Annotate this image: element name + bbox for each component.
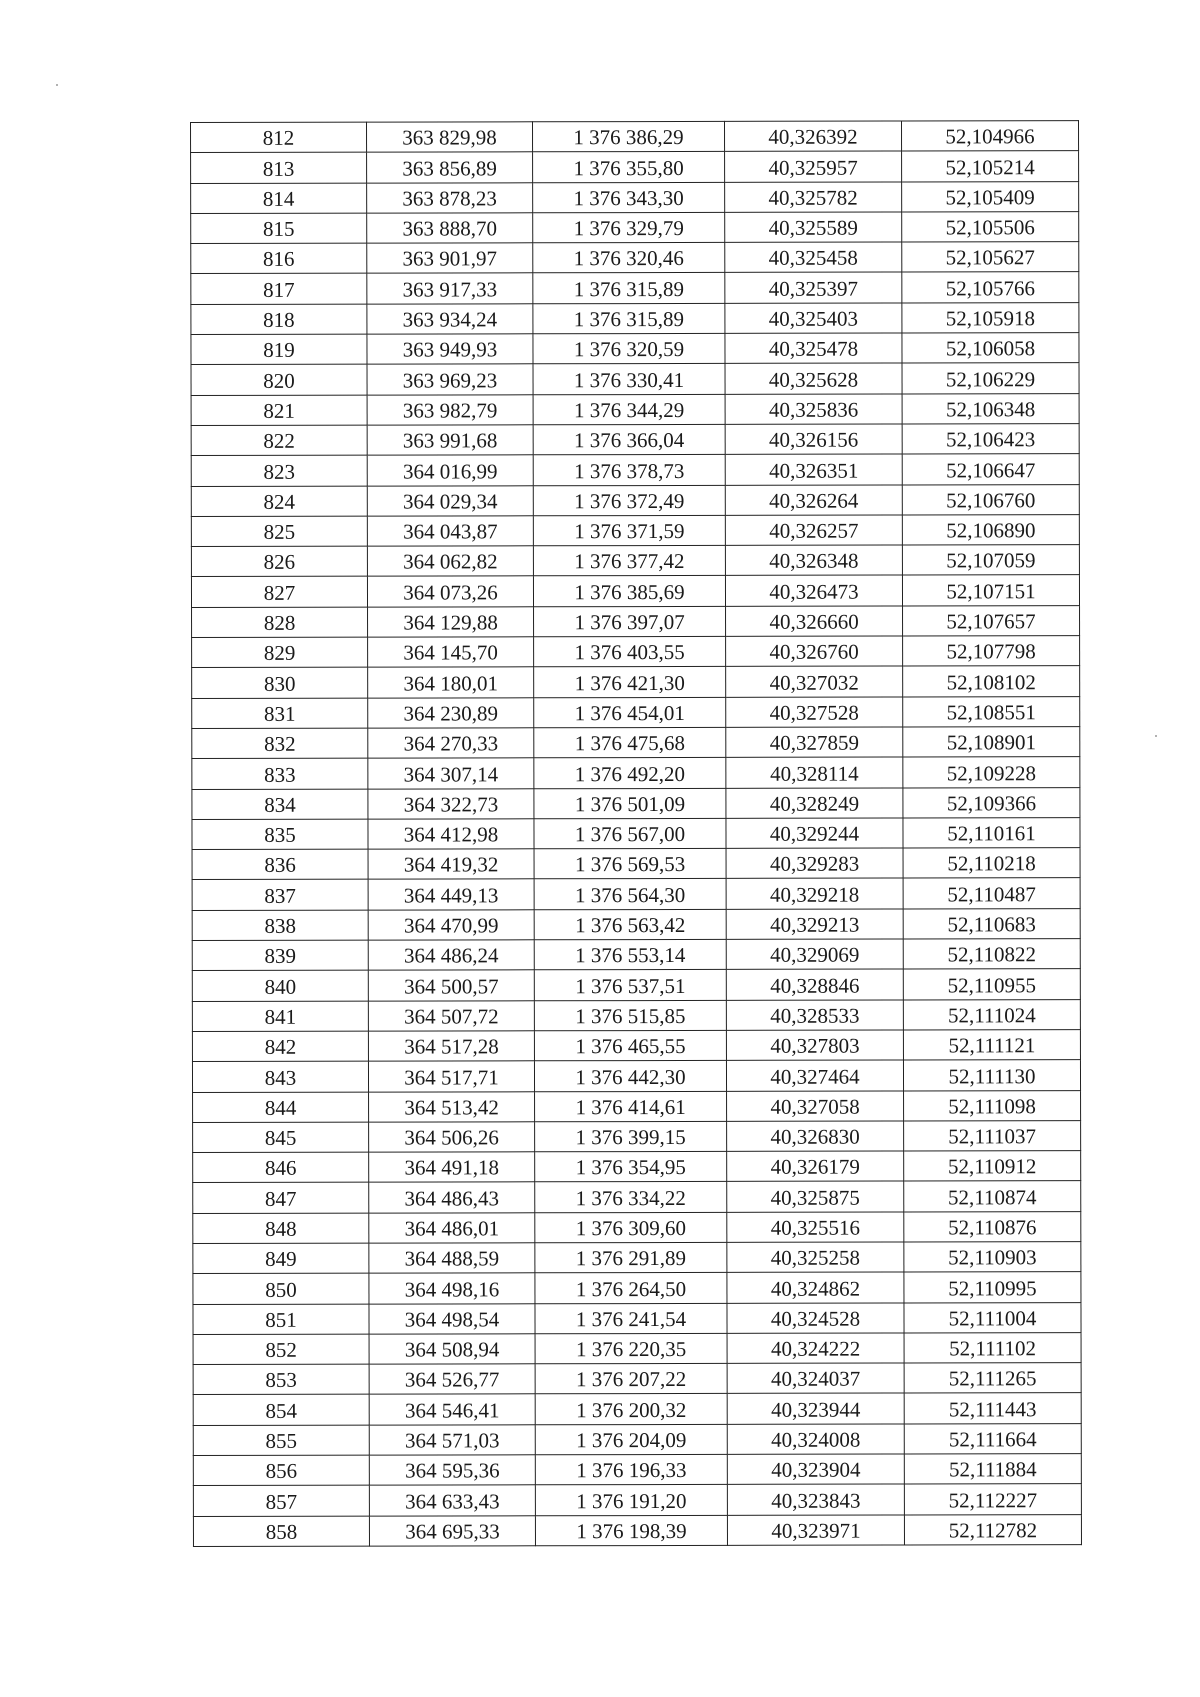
latitude-cell: 40,323843 — [727, 1484, 904, 1515]
point-number-cell: 851 — [193, 1304, 369, 1335]
table-row — [192, 817, 1080, 849]
table-row — [191, 454, 1079, 486]
x-coordinate-cell: 363 856,89 — [367, 152, 533, 183]
y-coordinate-cell: 1 376 220,35 — [535, 1333, 727, 1364]
table-row — [192, 757, 1080, 789]
table-row — [193, 1120, 1081, 1152]
point-number-cell: 819 — [191, 334, 367, 365]
table-row — [193, 1363, 1081, 1395]
y-coordinate-cell: 1 376 264,50 — [535, 1273, 727, 1304]
latitude-cell: 40,329213 — [726, 909, 903, 940]
latitude-cell: 40,327803 — [726, 1030, 903, 1061]
longitude-cell: 52,106229 — [902, 363, 1079, 394]
latitude-cell: 40,326257 — [725, 515, 902, 546]
x-coordinate-cell: 364 322,73 — [368, 788, 534, 819]
table-row — [192, 878, 1080, 910]
point-number-cell: 830 — [192, 667, 368, 698]
longitude-cell: 52,108551 — [903, 696, 1080, 727]
x-coordinate-cell: 364 507,72 — [368, 1000, 534, 1031]
y-coordinate-cell: 1 376 537,51 — [534, 970, 726, 1001]
latitude-cell: 40,326660 — [726, 606, 903, 637]
y-coordinate-cell: 1 376 492,20 — [534, 758, 726, 789]
longitude-cell: 52,110683 — [903, 908, 1080, 939]
table-row — [191, 393, 1079, 425]
x-coordinate-cell: 363 901,97 — [367, 243, 533, 274]
longitude-cell: 52,108102 — [903, 666, 1080, 697]
x-coordinate-cell: 363 878,23 — [367, 182, 533, 213]
y-coordinate-cell: 1 376 465,55 — [534, 1030, 726, 1061]
point-number-cell: 831 — [192, 698, 368, 729]
y-coordinate-cell: 1 376 385,69 — [533, 576, 725, 607]
y-coordinate-cell: 1 376 309,60 — [535, 1212, 727, 1243]
x-coordinate-cell: 363 969,23 — [367, 364, 533, 395]
table-row — [193, 1423, 1081, 1455]
latitude-cell: 40,327859 — [726, 727, 903, 758]
latitude-cell: 40,328846 — [726, 969, 903, 1000]
table-row — [193, 1211, 1081, 1243]
point-number-cell: 838 — [192, 910, 368, 941]
longitude-cell: 52,111037 — [904, 1120, 1081, 1151]
table-row — [191, 333, 1079, 365]
latitude-cell: 40,327058 — [727, 1091, 904, 1122]
latitude-cell: 40,326264 — [725, 485, 902, 516]
latitude-cell: 40,325589 — [725, 212, 902, 243]
longitude-cell: 52,111664 — [904, 1423, 1081, 1454]
table-row — [192, 696, 1080, 728]
y-coordinate-cell: 1 376 320,59 — [533, 333, 725, 364]
table-row — [191, 242, 1079, 274]
point-number-cell: 837 — [192, 880, 368, 911]
y-coordinate-cell: 1 376 191,20 — [535, 1485, 727, 1516]
x-coordinate-cell: 364 517,71 — [368, 1061, 534, 1092]
y-coordinate-cell: 1 376 334,22 — [535, 1182, 727, 1213]
longitude-cell: 52,111130 — [903, 1060, 1080, 1091]
point-number-cell: 857 — [193, 1485, 369, 1516]
longitude-cell: 52,111265 — [904, 1363, 1081, 1394]
y-coordinate-cell: 1 376 315,89 — [533, 273, 725, 304]
longitude-cell: 52,110903 — [904, 1242, 1081, 1273]
x-coordinate-cell: 364 517,28 — [368, 1031, 534, 1062]
point-number-cell: 812 — [191, 122, 367, 153]
latitude-cell: 40,324528 — [727, 1303, 904, 1334]
y-coordinate-cell: 1 376 442,30 — [534, 1061, 726, 1092]
longitude-cell: 52,110218 — [903, 848, 1080, 879]
y-coordinate-cell: 1 376 378,73 — [533, 455, 725, 486]
y-coordinate-cell: 1 376 567,00 — [534, 818, 726, 849]
latitude-cell: 40,329283 — [726, 848, 903, 879]
longitude-cell: 52,106423 — [902, 424, 1079, 455]
point-number-cell: 845 — [193, 1122, 369, 1153]
x-coordinate-cell: 364 180,01 — [368, 667, 534, 698]
table-row — [192, 908, 1080, 940]
longitude-cell: 52,106647 — [902, 454, 1079, 485]
table-row — [192, 787, 1080, 819]
latitude-cell: 40,326830 — [727, 1121, 904, 1152]
y-coordinate-cell: 1 376 386,29 — [533, 121, 725, 152]
point-number-cell: 815 — [191, 213, 367, 244]
table-row — [191, 181, 1079, 213]
point-number-cell: 842 — [192, 1031, 368, 1062]
x-coordinate-cell: 364 486,43 — [369, 1182, 535, 1213]
point-number-cell: 821 — [191, 395, 367, 426]
point-number-cell: 829 — [192, 637, 368, 668]
table-row — [193, 1151, 1081, 1183]
point-number-cell: 855 — [193, 1425, 369, 1456]
x-coordinate-cell: 364 419,32 — [368, 849, 534, 880]
x-coordinate-cell: 364 016,99 — [367, 455, 533, 486]
y-coordinate-cell: 1 376 196,33 — [535, 1454, 727, 1485]
y-coordinate-cell: 1 376 454,01 — [534, 697, 726, 728]
point-number-cell: 818 — [191, 304, 367, 335]
x-coordinate-cell: 364 498,54 — [369, 1303, 535, 1334]
table-row — [192, 666, 1080, 698]
y-coordinate-cell: 1 376 403,55 — [534, 636, 726, 667]
y-coordinate-cell: 1 376 372,49 — [533, 485, 725, 516]
table-row — [191, 514, 1079, 546]
longitude-cell: 52,110161 — [903, 817, 1080, 848]
latitude-cell: 40,326392 — [724, 121, 901, 152]
y-coordinate-cell: 1 376 355,80 — [533, 152, 725, 183]
longitude-cell: 52,111443 — [904, 1393, 1081, 1424]
y-coordinate-cell: 1 376 421,30 — [534, 667, 726, 698]
table-row — [193, 1454, 1081, 1486]
table-row — [192, 848, 1080, 880]
longitude-cell: 52,105506 — [902, 212, 1079, 243]
longitude-cell: 52,106348 — [902, 393, 1079, 424]
latitude-cell: 40,325258 — [727, 1242, 904, 1273]
table-row — [193, 1393, 1081, 1425]
longitude-cell: 52,106760 — [902, 484, 1079, 515]
point-number-cell: 828 — [192, 607, 368, 638]
x-coordinate-cell: 364 508,94 — [369, 1334, 535, 1365]
y-coordinate-cell: 1 376 564,30 — [534, 879, 726, 910]
latitude-cell: 40,326348 — [725, 545, 902, 576]
longitude-cell: 52,111004 — [904, 1302, 1081, 1333]
latitude-cell: 40,326351 — [725, 454, 902, 485]
longitude-cell: 52,104966 — [901, 121, 1078, 152]
longitude-cell: 52,110955 — [903, 969, 1080, 1000]
latitude-cell: 40,326179 — [727, 1151, 904, 1182]
longitude-cell: 52,107657 — [903, 605, 1080, 636]
x-coordinate-cell: 364 491,18 — [369, 1152, 535, 1183]
point-number-cell: 853 — [193, 1364, 369, 1395]
x-coordinate-cell: 364 633,43 — [369, 1485, 535, 1516]
point-number-cell: 824 — [191, 486, 367, 517]
table-row — [192, 636, 1080, 668]
longitude-cell: 52,110874 — [904, 1181, 1081, 1212]
point-number-cell: 827 — [191, 577, 367, 608]
x-coordinate-cell: 364 230,89 — [368, 697, 534, 728]
latitude-cell: 40,329244 — [726, 818, 903, 849]
point-number-cell: 822 — [191, 425, 367, 456]
latitude-cell: 40,327464 — [726, 1060, 903, 1091]
longitude-cell: 52,105214 — [902, 151, 1079, 182]
x-coordinate-cell: 364 498,16 — [369, 1273, 535, 1304]
longitude-cell: 52,110995 — [904, 1272, 1081, 1303]
longitude-cell: 52,109228 — [903, 757, 1080, 788]
y-coordinate-cell: 1 376 366,04 — [533, 424, 725, 455]
x-coordinate-cell: 363 949,93 — [367, 334, 533, 365]
table-row — [193, 1090, 1081, 1122]
latitude-cell: 40,325516 — [727, 1212, 904, 1243]
table-row — [192, 999, 1080, 1031]
point-number-cell: 858 — [193, 1516, 369, 1547]
table-row — [191, 272, 1079, 304]
longitude-cell: 52,107059 — [902, 545, 1079, 576]
coordinates-table-body — [191, 121, 1082, 1547]
x-coordinate-cell: 364 307,14 — [368, 758, 534, 789]
x-coordinate-cell: 364 526,77 — [369, 1364, 535, 1395]
point-number-cell: 834 — [192, 789, 368, 820]
latitude-cell: 40,325478 — [725, 333, 902, 364]
longitude-cell: 52,111024 — [903, 999, 1080, 1030]
y-coordinate-cell: 1 376 475,68 — [534, 727, 726, 758]
x-coordinate-cell: 364 412,98 — [368, 819, 534, 850]
x-coordinate-cell: 363 982,79 — [367, 394, 533, 425]
table-row — [191, 212, 1079, 244]
x-coordinate-cell: 364 500,57 — [368, 970, 534, 1001]
latitude-cell: 40,329069 — [726, 939, 903, 970]
longitude-cell: 52,112782 — [904, 1514, 1081, 1545]
longitude-cell: 52,109366 — [903, 787, 1080, 818]
latitude-cell: 40,324222 — [727, 1333, 904, 1364]
point-number-cell: 843 — [192, 1061, 368, 1092]
table-row — [192, 605, 1080, 637]
table-row — [191, 363, 1079, 395]
table-row — [193, 1484, 1081, 1516]
y-coordinate-cell: 1 376 515,85 — [534, 1000, 726, 1031]
point-number-cell: 813 — [191, 152, 367, 183]
x-coordinate-cell: 364 571,03 — [369, 1425, 535, 1456]
longitude-cell: 52,111098 — [904, 1090, 1081, 1121]
latitude-cell: 40,327528 — [726, 697, 903, 728]
y-coordinate-cell: 1 376 241,54 — [535, 1303, 727, 1334]
x-coordinate-cell: 364 062,82 — [367, 546, 533, 577]
table-row — [193, 1181, 1081, 1213]
table-row — [192, 1060, 1080, 1092]
point-number-cell: 839 — [192, 940, 368, 971]
latitude-cell: 40,329218 — [726, 878, 903, 909]
latitude-cell: 40,325397 — [725, 272, 902, 303]
latitude-cell: 40,323944 — [727, 1393, 904, 1424]
x-coordinate-cell: 364 486,24 — [368, 940, 534, 971]
point-number-cell: 849 — [193, 1243, 369, 1274]
table-row — [193, 1514, 1081, 1546]
point-number-cell: 841 — [192, 1001, 368, 1032]
latitude-cell: 40,325836 — [725, 394, 902, 425]
longitude-cell: 52,107798 — [903, 636, 1080, 667]
point-number-cell: 833 — [192, 758, 368, 789]
table-row — [193, 1242, 1081, 1274]
x-coordinate-cell: 364 486,01 — [369, 1212, 535, 1243]
latitude-cell: 40,328533 — [726, 1000, 903, 1031]
x-coordinate-cell: 364 029,34 — [367, 485, 533, 516]
point-number-cell: 826 — [191, 546, 367, 577]
table-row — [192, 1030, 1080, 1062]
latitude-cell: 40,328249 — [726, 788, 903, 819]
longitude-cell: 52,108901 — [903, 727, 1080, 758]
y-coordinate-cell: 1 376 315,89 — [533, 303, 725, 334]
table-row — [192, 939, 1080, 971]
table-row — [192, 727, 1080, 759]
point-number-cell: 846 — [193, 1152, 369, 1183]
table-row — [193, 1302, 1081, 1334]
latitude-cell: 40,325875 — [727, 1181, 904, 1212]
y-coordinate-cell: 1 376 569,53 — [534, 849, 726, 880]
longitude-cell: 52,105409 — [902, 181, 1079, 212]
table-row — [191, 545, 1079, 577]
table-row — [191, 302, 1079, 334]
latitude-cell: 40,326156 — [725, 424, 902, 455]
y-coordinate-cell: 1 376 204,09 — [535, 1424, 727, 1455]
x-coordinate-cell: 364 449,13 — [368, 879, 534, 910]
table-row — [191, 575, 1079, 607]
longitude-cell: 52,111102 — [904, 1333, 1081, 1364]
y-coordinate-cell: 1 376 399,15 — [535, 1121, 727, 1152]
x-coordinate-cell: 364 270,33 — [368, 728, 534, 759]
y-coordinate-cell: 1 376 330,41 — [533, 364, 725, 395]
table-row — [191, 424, 1079, 456]
y-coordinate-cell: 1 376 501,09 — [534, 788, 726, 819]
table-row — [191, 484, 1079, 516]
table-row — [192, 969, 1080, 1001]
y-coordinate-cell: 1 376 371,59 — [533, 515, 725, 546]
x-coordinate-cell: 363 917,33 — [367, 273, 533, 304]
longitude-cell: 52,110822 — [903, 939, 1080, 970]
point-number-cell: 817 — [191, 274, 367, 305]
latitude-cell: 40,324008 — [727, 1424, 904, 1455]
longitude-cell: 52,105766 — [902, 272, 1079, 303]
point-number-cell: 836 — [192, 849, 368, 880]
point-number-cell: 844 — [193, 1092, 369, 1123]
longitude-cell: 52,110876 — [904, 1211, 1081, 1242]
point-number-cell: 854 — [193, 1395, 369, 1426]
point-number-cell: 848 — [193, 1213, 369, 1244]
x-coordinate-cell: 363 888,70 — [367, 213, 533, 244]
point-number-cell: 825 — [191, 516, 367, 547]
y-coordinate-cell: 1 376 291,89 — [535, 1242, 727, 1273]
y-coordinate-cell: 1 376 414,61 — [535, 1091, 727, 1122]
longitude-cell: 52,112227 — [904, 1484, 1081, 1515]
point-number-cell: 850 — [193, 1273, 369, 1304]
point-number-cell: 840 — [192, 970, 368, 1001]
longitude-cell: 52,111121 — [903, 1030, 1080, 1061]
x-coordinate-cell: 364 073,26 — [367, 576, 533, 607]
y-coordinate-cell: 1 376 207,22 — [535, 1364, 727, 1395]
table-row — [191, 121, 1079, 153]
y-coordinate-cell: 1 376 320,46 — [533, 243, 725, 274]
point-number-cell: 814 — [191, 183, 367, 214]
y-coordinate-cell: 1 376 377,42 — [533, 546, 725, 577]
longitude-cell: 52,107151 — [902, 575, 1079, 606]
y-coordinate-cell: 1 376 563,42 — [534, 909, 726, 940]
latitude-cell: 40,326473 — [725, 575, 902, 606]
latitude-cell: 40,325628 — [725, 363, 902, 394]
x-coordinate-cell: 364 695,33 — [369, 1515, 535, 1546]
x-coordinate-cell: 364 129,88 — [368, 607, 534, 638]
table-row — [191, 151, 1079, 183]
point-number-cell: 820 — [191, 365, 367, 396]
y-coordinate-cell: 1 376 344,29 — [533, 394, 725, 425]
point-number-cell: 823 — [191, 455, 367, 486]
latitude-cell: 40,328114 — [726, 757, 903, 788]
x-coordinate-cell: 364 546,41 — [369, 1394, 535, 1425]
y-coordinate-cell: 1 376 553,14 — [534, 939, 726, 970]
x-coordinate-cell: 364 595,36 — [369, 1455, 535, 1486]
latitude-cell: 40,325782 — [725, 182, 902, 213]
x-coordinate-cell: 364 145,70 — [368, 637, 534, 668]
coordinates-table — [190, 120, 1082, 1547]
point-number-cell: 847 — [193, 1183, 369, 1214]
latitude-cell: 40,325458 — [725, 242, 902, 273]
latitude-cell: 40,324862 — [727, 1272, 904, 1303]
point-number-cell: 852 — [193, 1334, 369, 1365]
longitude-cell: 52,105918 — [902, 302, 1079, 333]
table-row — [193, 1272, 1081, 1304]
latitude-cell: 40,324037 — [727, 1363, 904, 1394]
y-coordinate-cell: 1 376 397,07 — [534, 606, 726, 637]
point-number-cell: 856 — [193, 1455, 369, 1486]
x-coordinate-cell: 364 488,59 — [369, 1243, 535, 1274]
longitude-cell: 52,106058 — [902, 333, 1079, 364]
x-coordinate-cell: 363 934,24 — [367, 304, 533, 335]
x-coordinate-cell: 364 513,42 — [369, 1091, 535, 1122]
y-coordinate-cell: 1 376 198,39 — [535, 1515, 727, 1546]
table-row — [193, 1333, 1081, 1365]
latitude-cell: 40,325403 — [725, 303, 902, 334]
x-coordinate-cell: 364 506,26 — [369, 1122, 535, 1153]
latitude-cell: 40,323904 — [727, 1454, 904, 1485]
y-coordinate-cell: 1 376 200,32 — [535, 1394, 727, 1425]
x-coordinate-cell: 363 829,98 — [367, 122, 533, 153]
point-number-cell: 835 — [192, 819, 368, 850]
scan-speck — [1155, 735, 1157, 737]
x-coordinate-cell: 363 991,68 — [367, 425, 533, 456]
longitude-cell: 52,106890 — [902, 514, 1079, 545]
scan-speck — [56, 84, 58, 86]
point-number-cell: 816 — [191, 243, 367, 274]
longitude-cell: 52,110912 — [904, 1151, 1081, 1182]
y-coordinate-cell: 1 376 343,30 — [533, 182, 725, 213]
latitude-cell: 40,326760 — [726, 636, 903, 667]
y-coordinate-cell: 1 376 354,95 — [535, 1151, 727, 1182]
x-coordinate-cell: 364 470,99 — [368, 909, 534, 940]
longitude-cell: 52,105627 — [902, 242, 1079, 273]
y-coordinate-cell: 1 376 329,79 — [533, 212, 725, 243]
latitude-cell: 40,327032 — [726, 666, 903, 697]
longitude-cell: 52,110487 — [903, 878, 1080, 909]
longitude-cell: 52,111884 — [904, 1454, 1081, 1485]
x-coordinate-cell: 364 043,87 — [367, 516, 533, 547]
latitude-cell: 40,323971 — [727, 1515, 904, 1546]
latitude-cell: 40,325957 — [725, 151, 902, 182]
point-number-cell: 832 — [192, 728, 368, 759]
